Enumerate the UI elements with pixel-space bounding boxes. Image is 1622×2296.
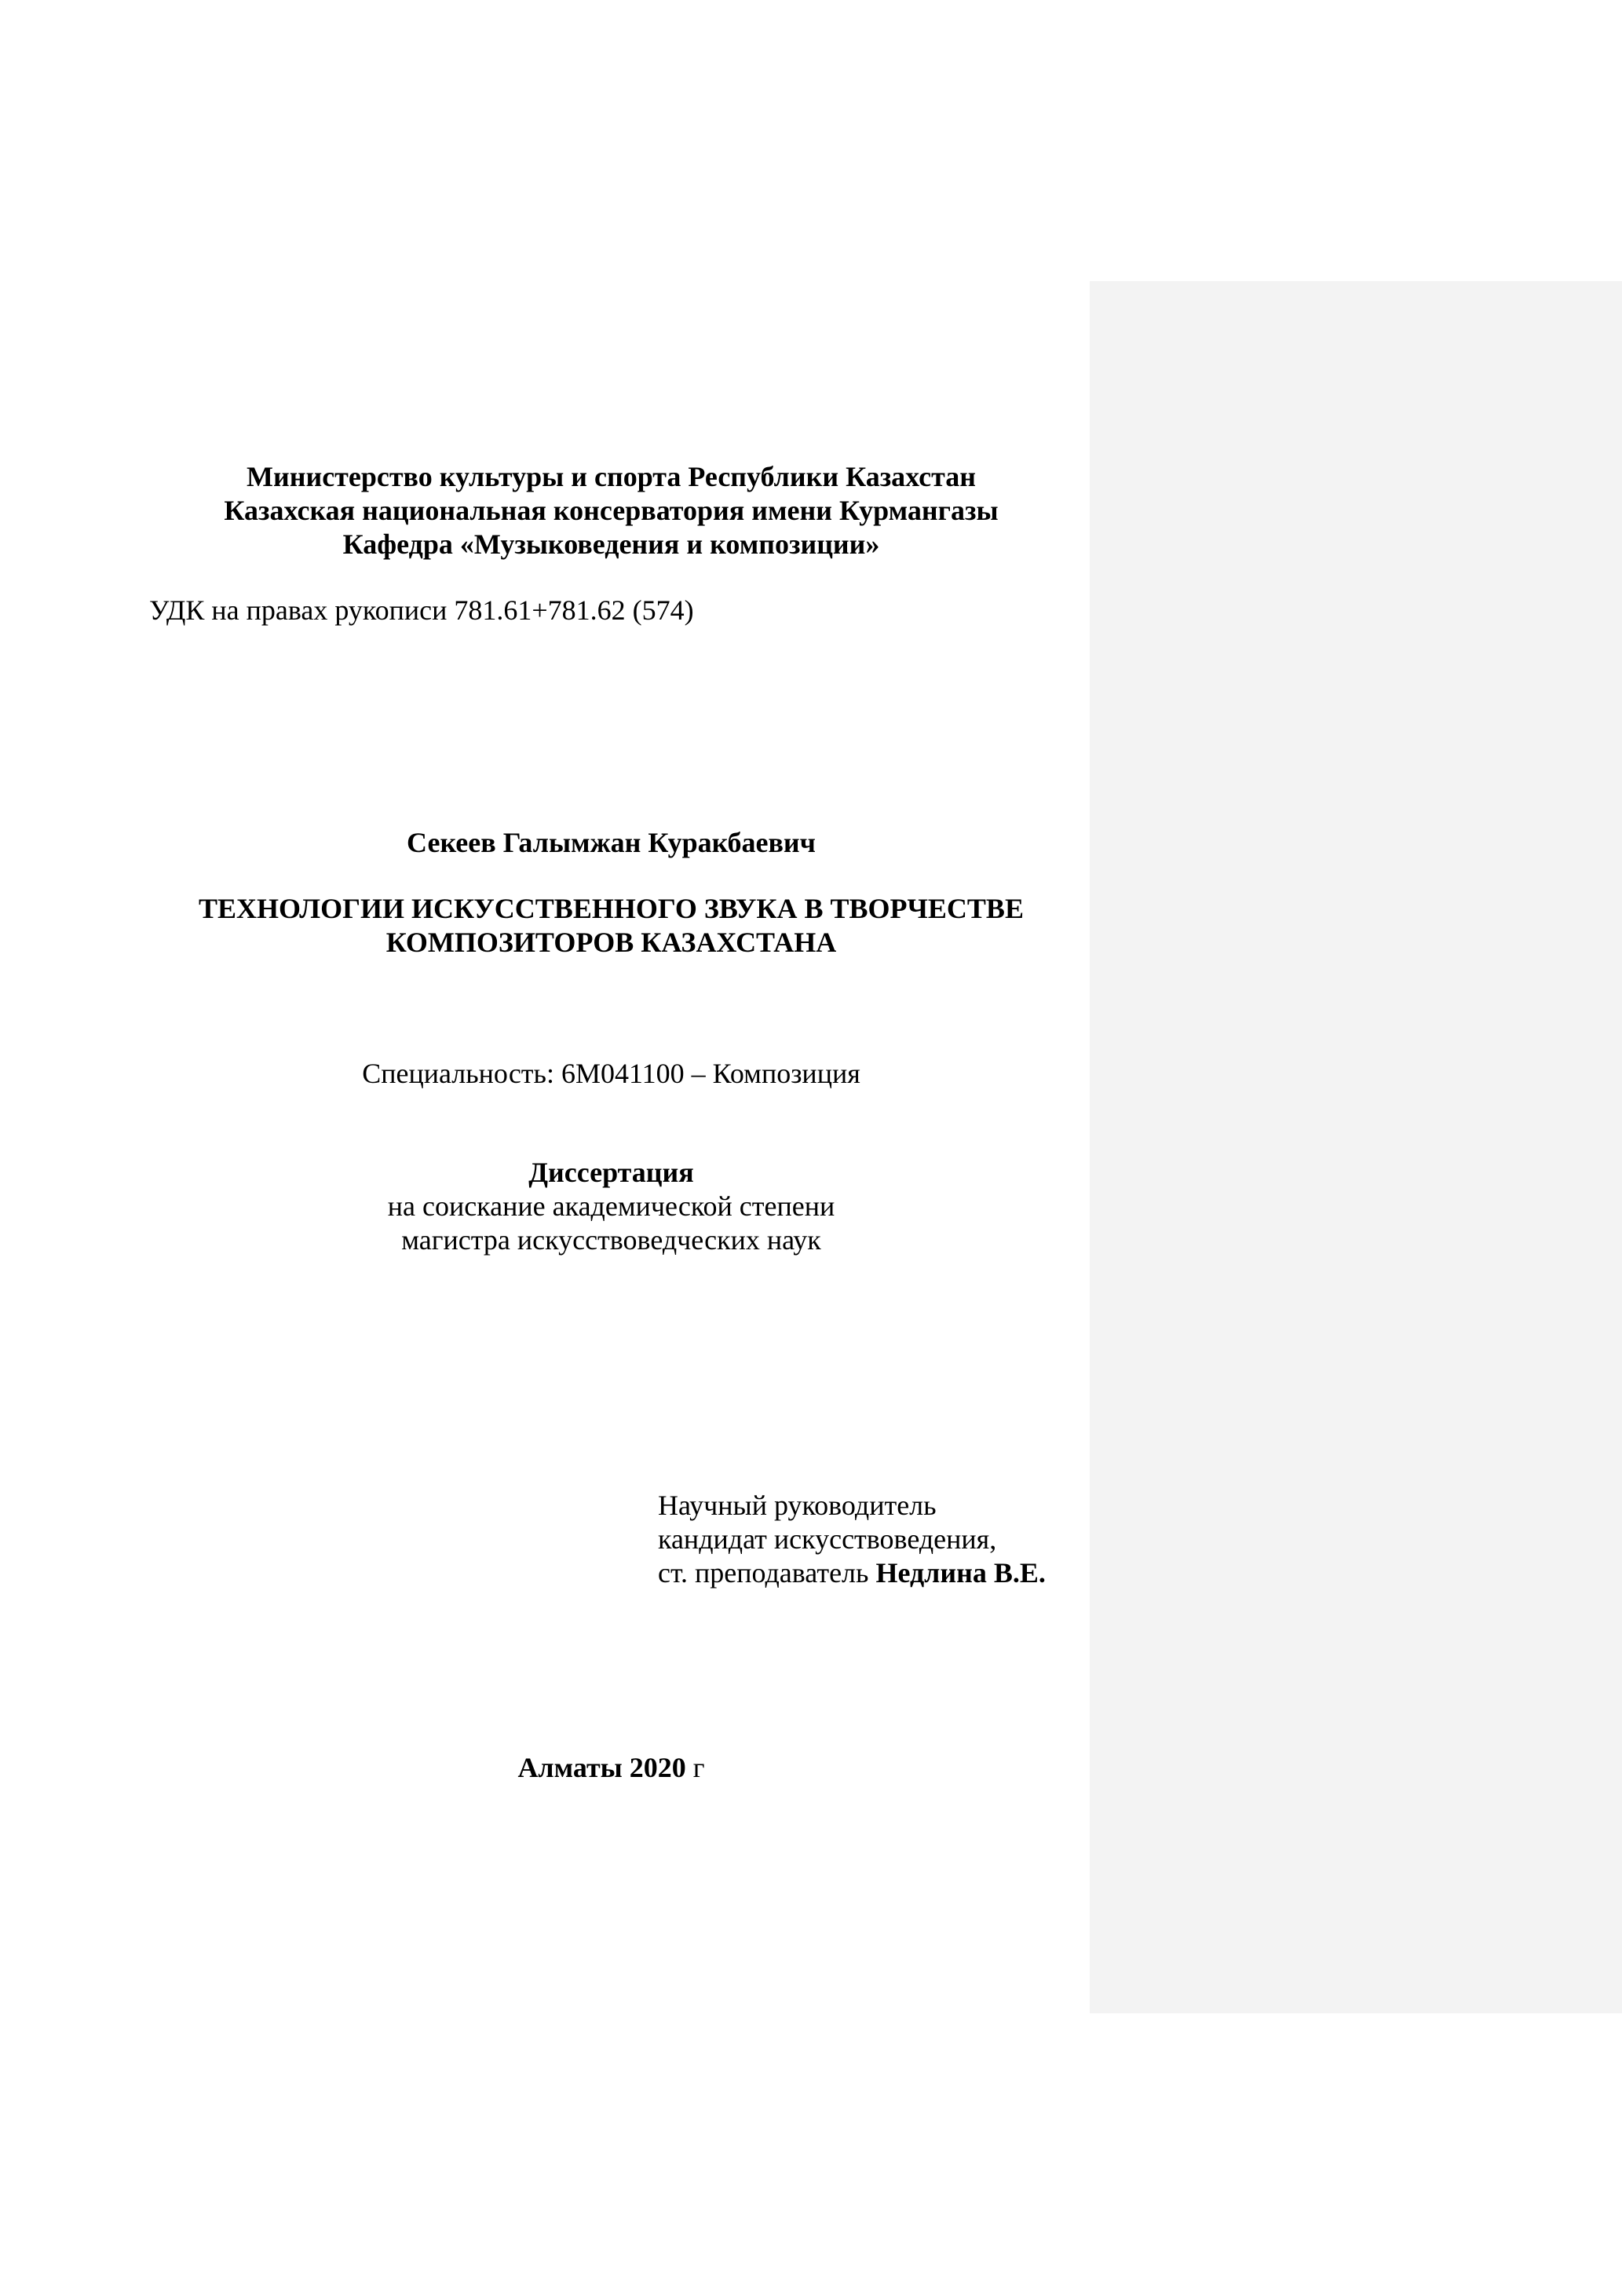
- udk-line: УДК на правах рукописи 781.61+781.62 (574): [149, 594, 694, 626]
- institution-header: [0, 460, 1222, 561]
- author-name: Секеев Галымжан Куракбаевич: [407, 827, 816, 858]
- supervisor-line-2: кандидат искусствоведения,: [658, 1523, 997, 1555]
- title-line-1: ТЕХНОЛОГИИ ИСКУССТВЕННОГО ЗВУКА В ТВОРЧЕСТВЕ: [199, 893, 1024, 924]
- dissertation-title: [0, 892, 1222, 960]
- supervisor-name: Недлина В.Е.: [875, 1557, 1046, 1589]
- supervisor-block: [658, 1489, 1046, 1590]
- supervisor-position: ст. преподаватель: [658, 1557, 869, 1589]
- title-line-2: КОМПОЗИТОРОВ КАЗАХСТАНА: [385, 927, 837, 958]
- ministry-line: Министерство культуры и спорта Республики Казахстан: [246, 461, 976, 492]
- dissertation-block: [0, 1156, 1222, 1257]
- supervisor-line-1: Научный руководитель: [658, 1490, 937, 1521]
- degree-line-1: на соискание академической степени: [387, 1190, 835, 1222]
- degree-line-2: магистра искусствоведческих наук: [401, 1224, 821, 1256]
- city-year: [0, 1751, 1222, 1785]
- dissertation-heading: Диссертация: [528, 1157, 694, 1188]
- department-line: Кафедра «Музыковедения и композиции»: [342, 528, 880, 560]
- supervisor-line-3: [658, 1556, 1046, 1590]
- conservatory-line: Казахская национальная консерватория имени Курмангазы: [224, 495, 999, 526]
- year-suffix: г: [692, 1752, 705, 1783]
- specialty-line: Специальность: 6М041100 – Композиция: [362, 1058, 860, 1089]
- city-year-bold: Алматы 2020: [517, 1752, 686, 1783]
